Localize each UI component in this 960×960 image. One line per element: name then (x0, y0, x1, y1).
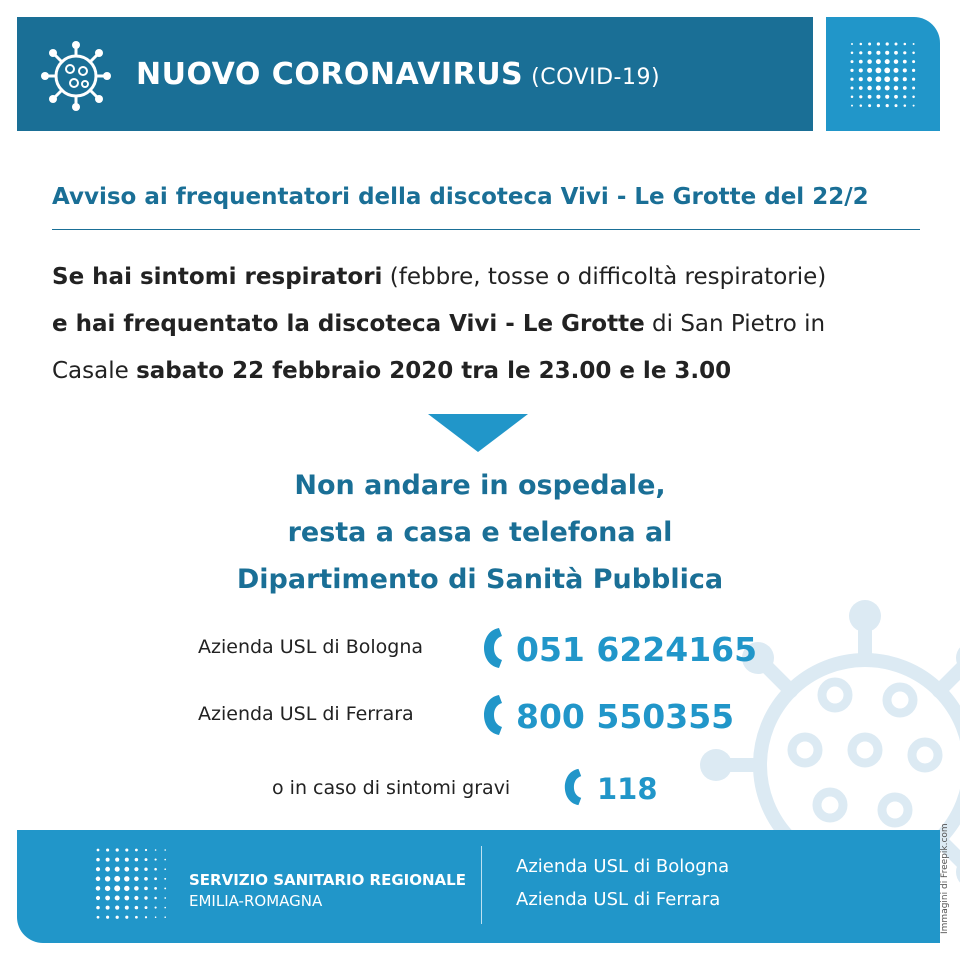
footer-divider (481, 846, 482, 924)
body-text-1: (febbre, tosse o difficoltà respiratorie) (382, 264, 827, 290)
footer-azienda-ferrara: Azienda USL di Ferrara (516, 889, 721, 910)
footer-azienda-bologna: Azienda USL di Bologna (516, 856, 730, 877)
contact-label-emergency: o in caso di sintomi gravi (272, 777, 511, 799)
header-subtitle: (COVID-19) (531, 65, 661, 90)
body-bold-3: sabato 22 febbraio 2020 tra le 23.00 e le 3.00 (136, 358, 732, 384)
image-credit: Immagini di Freepik.com (940, 823, 950, 934)
footer-org-region: EMILIA-ROMAGNA (189, 892, 323, 910)
body-text-3: Casale (52, 358, 137, 384)
body-line-1 (52, 254, 932, 301)
phone-icon (482, 626, 504, 670)
contact-label-ferrara: Azienda USL di Ferrara (198, 703, 414, 725)
contact-number-bologna[interactable]: 051 6224165 (516, 630, 758, 669)
phone-icon (563, 767, 583, 807)
dot-grid-icon (848, 40, 918, 108)
header-title (136, 57, 660, 92)
body-line-2 (52, 301, 932, 348)
body-bold-2: e hai frequentato la discoteca Vivi - Le Grotte (52, 311, 645, 337)
notice-divider (52, 229, 920, 230)
action-message (0, 462, 960, 603)
contact-number-emergency[interactable]: 118 (597, 772, 658, 806)
body-text-2: di San Pietro in (644, 311, 826, 337)
body-bold-1: Se hai sintomi respiratori (52, 264, 383, 290)
virus-icon (40, 40, 112, 112)
body-line-3 (52, 348, 932, 395)
action-line-1: Non andare in ospedale, (294, 470, 666, 501)
footer-org-name: SERVIZIO SANITARIO REGIONALE (189, 871, 466, 889)
header-title-text: NUOVO CORONAVIRUS (136, 57, 524, 92)
action-line-2: resta a casa e telefona al (287, 517, 673, 548)
contact-number-ferrara[interactable]: 800 550355 (516, 697, 735, 736)
arrow-down-icon (428, 414, 528, 452)
contact-label-bologna: Azienda USL di Bologna (198, 636, 424, 658)
ssr-logo-icon (94, 846, 170, 922)
notice-body (52, 254, 932, 395)
notice-title: Avviso ai frequentatori della discoteca Vivi - Le Grotte del 22/2 (52, 184, 869, 210)
phone-icon (482, 693, 504, 737)
action-line-3: Dipartimento di Sanità Pubblica (236, 564, 724, 595)
